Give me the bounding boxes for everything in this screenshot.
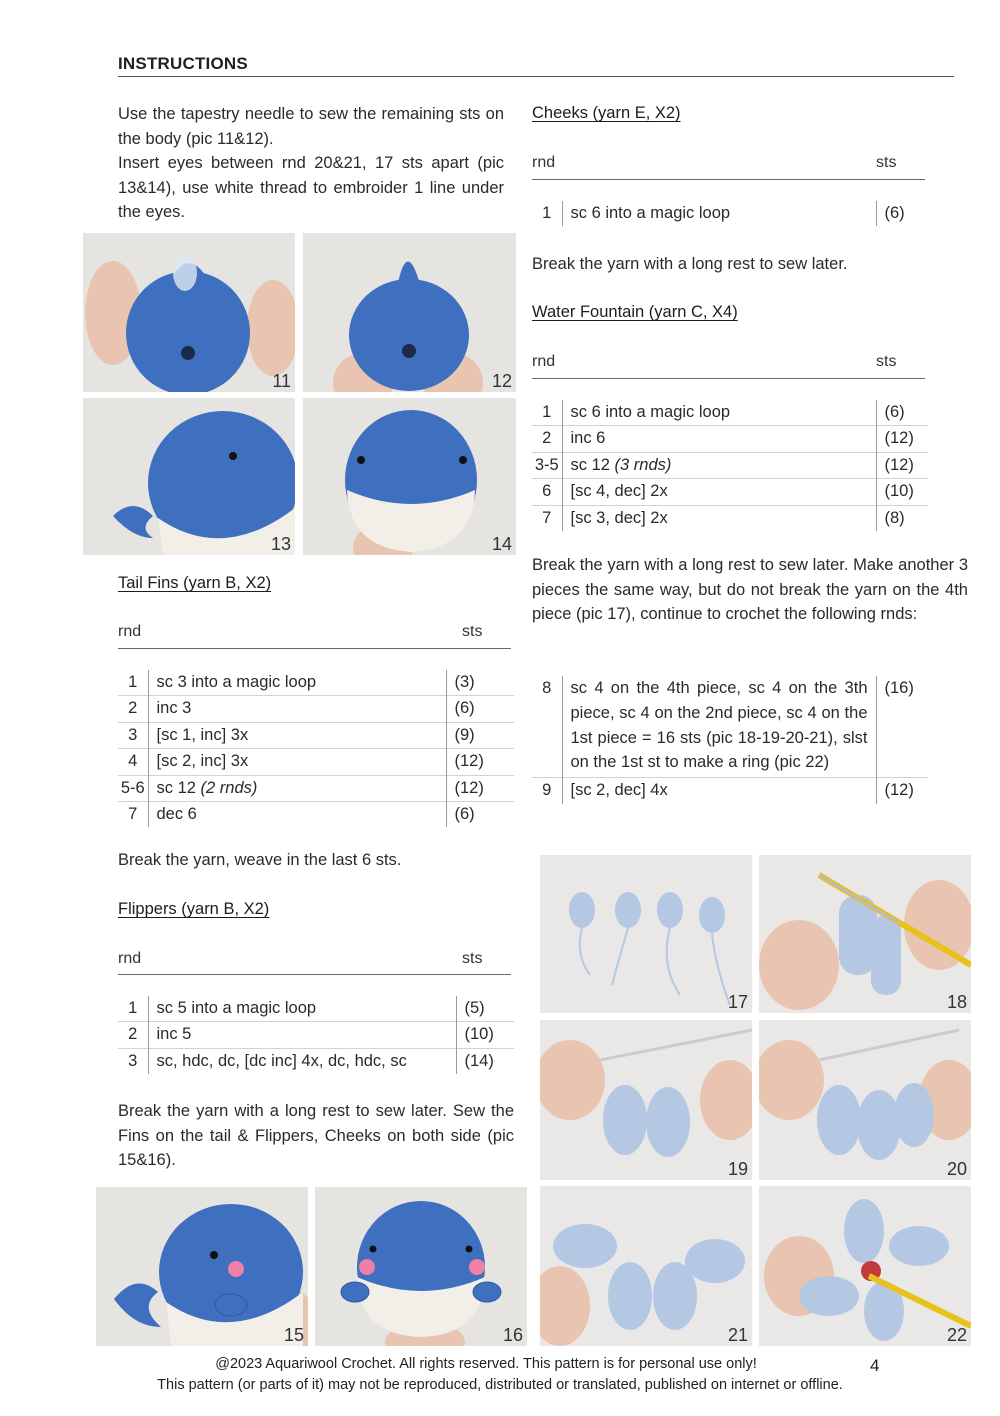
- whale-body-front-icon: [303, 233, 516, 392]
- flippers-title: Flippers (yarn B, X2): [118, 900, 270, 918]
- photo-number: 14: [491, 534, 512, 554]
- page-number: 4: [870, 1356, 880, 1375]
- fountain-table-2: [532, 676, 928, 804]
- rnd-cell: 6: [532, 479, 562, 505]
- instruction-cell: sc 3 into a magic loop: [148, 670, 446, 696]
- col-sts-label: sts: [462, 950, 483, 967]
- intro-paragraph: [118, 102, 504, 225]
- instruction-cell: sc 6 into a magic loop: [562, 400, 876, 426]
- col-sts-label: sts: [876, 154, 897, 171]
- table-row: [532, 426, 928, 452]
- rnd-cell: 1: [542, 204, 552, 222]
- tail-fins-table: [118, 670, 514, 827]
- ring-closed-icon: [759, 1186, 971, 1346]
- rnd-cell: 4: [118, 749, 148, 775]
- sts-cell: (9): [446, 722, 514, 748]
- table-row: [532, 452, 928, 478]
- photo-number: 13: [270, 534, 291, 554]
- photo-number: 19: [727, 1159, 748, 1179]
- fountain-after: Break the yarn with a long rest to sew later. Make another 3 pieces the same way, but do not break the yarn on the 4th piece (pic 17), continue to crochet the following rnds:: [532, 556, 968, 624]
- whale-body-back-icon: [83, 233, 295, 392]
- instruction-cell: dec 6: [148, 801, 446, 827]
- rnd-cell: 7: [532, 505, 562, 531]
- rnd-cell: 8: [542, 679, 552, 697]
- title-divider: [118, 76, 954, 77]
- whale-finished-front-icon: [315, 1187, 527, 1346]
- flippers-header: [118, 950, 511, 970]
- flippers-table: [118, 996, 514, 1074]
- sts-cell: (12): [876, 778, 928, 804]
- photo-number: 16: [502, 1325, 523, 1345]
- col-rnd-label: rnd: [118, 950, 142, 967]
- rnd-cell: 1: [128, 999, 138, 1017]
- fountain-table: [532, 400, 928, 531]
- sts-cell: (6): [446, 801, 514, 827]
- instruction-cell: [sc 4, dec] 2x: [562, 479, 876, 505]
- table-row: [532, 400, 928, 426]
- photo-number: 18: [946, 992, 967, 1012]
- sts-cell: (16): [884, 679, 914, 697]
- photo-12: [303, 233, 516, 392]
- table-row: [118, 670, 514, 696]
- table-row: [118, 722, 514, 748]
- rnd-cell: 3: [118, 722, 148, 748]
- sts-cell: (12): [876, 426, 928, 452]
- table-row: [532, 505, 928, 531]
- instruction-cell: [sc 2, dec] 4x: [562, 778, 876, 804]
- sts-cell: (10): [876, 479, 928, 505]
- tail-fins-title: Tail Fins (yarn B, X2): [118, 574, 272, 592]
- photo-13: [83, 398, 295, 555]
- sts-cell: (6): [446, 696, 514, 722]
- instruction-cell: sc 12 (2 rnds): [148, 775, 446, 801]
- cheeks-header-rule: [532, 179, 925, 180]
- instruction-cell: inc 6: [562, 426, 876, 452]
- table-row: [118, 775, 514, 801]
- sts-cell: (12): [446, 775, 514, 801]
- photo-15: [96, 1187, 308, 1346]
- photo-22: [759, 1186, 971, 1346]
- flippers-header-rule: [118, 974, 511, 975]
- table-row: [532, 778, 928, 804]
- photo-number: 17: [727, 992, 748, 1012]
- rnd-cell: 3-5: [532, 452, 562, 478]
- four-small-pieces-icon: [540, 855, 752, 1013]
- cheeks-header: [532, 154, 925, 174]
- col-rnd-label: rnd: [118, 623, 142, 640]
- whale-front-eyes-icon: [303, 398, 516, 555]
- sts-cell: (12): [876, 452, 928, 478]
- table-row: [118, 1048, 514, 1074]
- rnd-cell: 5-6: [118, 775, 148, 801]
- tail-fins-header: [118, 623, 511, 643]
- table-row: [118, 801, 514, 827]
- instruction-cell: sc 4 on the 4th piece, sc 4 on the 3th piece, sc 4 on the 2nd piece, sc 4 on the 1st piece = 16 sts (pic 18-19-20-21), slst on the 1st st to make a ring (pic 22): [562, 676, 876, 778]
- table-row: [118, 696, 514, 722]
- sts-cell: (6): [884, 403, 905, 421]
- rnd-cell: 3: [118, 1048, 148, 1074]
- sts-cell: (12): [446, 749, 514, 775]
- joining-pieces-icon: [759, 855, 971, 1013]
- table-row: [532, 201, 928, 226]
- table-row: [532, 479, 928, 505]
- rnd-cell: 2: [532, 426, 562, 452]
- photo-14: [303, 398, 516, 555]
- col-sts-label: sts: [462, 623, 483, 640]
- two-pieces-joined-icon: [540, 1020, 752, 1180]
- rnd-cell: 7: [118, 801, 148, 827]
- copyright-notice: @2023 Aquariwool Crochet. All rights reserved. This pattern is for personal use only!: [215, 1356, 757, 1372]
- photo-17: [540, 855, 752, 1013]
- usage-notice: This pattern (or parts of it) may not be reproduced, distributed or translated, published on internet or offline.: [157, 1377, 843, 1393]
- instruction-cell: [sc 2, inc] 3x: [148, 749, 446, 775]
- photo-number: 12: [491, 371, 512, 391]
- col-rnd-label: rnd: [532, 353, 556, 370]
- intro-line-1: Use the tapestry needle to sew the remaining sts on the body (pic 11&12).: [118, 105, 504, 148]
- table-row: [118, 1022, 514, 1048]
- instruction-cell: sc 12 (3 rnds): [562, 452, 876, 478]
- page-title: INSTRUCTIONS: [118, 54, 248, 73]
- three-pieces-joined-icon: [759, 1020, 971, 1180]
- instruction-cell: [sc 1, inc] 3x: [148, 722, 446, 748]
- photo-number: 22: [946, 1325, 967, 1345]
- instruction-cell: sc 5 into a magic loop: [148, 996, 456, 1022]
- whale-finished-side-icon: [96, 1187, 308, 1346]
- instruction-cell: [sc 3, dec] 2x: [562, 505, 876, 531]
- table-row: [118, 749, 514, 775]
- photo-number: 11: [272, 371, 291, 391]
- cheeks-after: Break the yarn with a long rest to sew later.: [532, 255, 848, 273]
- rnd-cell: 2: [118, 696, 148, 722]
- col-rnd-label: rnd: [532, 154, 556, 171]
- photo-number: 20: [946, 1159, 967, 1179]
- photo-number: 15: [283, 1325, 304, 1345]
- photo-18: [759, 855, 971, 1013]
- intro-line-2: Insert eyes between rnd 20&21, 17 sts apart (pic 13&14), use white thread to embroider 1 line under the eyes.: [118, 154, 504, 222]
- fountain-title: Water Fountain (yarn C, X4): [532, 303, 738, 321]
- fountain-header: [532, 353, 925, 373]
- fountain-header-rule: [532, 378, 925, 379]
- cheeks-title: Cheeks (yarn E, X2): [532, 104, 681, 122]
- instruction-cell: sc, hdc, dc, [dc inc] 4x, dc, hdc, sc: [148, 1048, 456, 1074]
- rnd-cell: 1: [128, 673, 138, 691]
- col-sts-label: sts: [876, 353, 897, 370]
- sts-cell: (14): [456, 1048, 514, 1074]
- photo-16: [315, 1187, 527, 1346]
- instruction-cell: sc 6 into a magic loop: [562, 201, 876, 226]
- photo-21: [540, 1186, 752, 1346]
- sts-cell: (10): [456, 1022, 514, 1048]
- cheeks-table: [532, 201, 928, 226]
- pieces-ring-icon: [540, 1186, 752, 1346]
- tail-fins-header-rule: [118, 648, 511, 649]
- instruction-cell: inc 3: [148, 696, 446, 722]
- photo-11: [83, 233, 295, 392]
- sts-cell: (5): [464, 999, 485, 1017]
- sts-cell: (8): [876, 505, 928, 531]
- sts-cell: (6): [884, 204, 905, 222]
- rnd-cell: 9: [532, 778, 562, 804]
- instruction-cell: inc 5: [148, 1022, 456, 1048]
- sts-cell: (3): [454, 673, 475, 691]
- whale-side-eyes-icon: [83, 398, 295, 555]
- rnd-cell: 2: [118, 1022, 148, 1048]
- table-row: [118, 996, 514, 1022]
- photo-19: [540, 1020, 752, 1180]
- rnd-cell: 1: [542, 403, 552, 421]
- tail-fins-after: Break the yarn, weave in the last 6 sts.: [118, 851, 402, 869]
- table-row: [532, 676, 928, 778]
- photo-20: [759, 1020, 971, 1180]
- flippers-after: Break the yarn with a long rest to sew later. Sew the Fins on the tail & Flippers, Cheeks on both side (pic 15&16).: [118, 1102, 514, 1170]
- photo-number: 21: [727, 1325, 748, 1345]
